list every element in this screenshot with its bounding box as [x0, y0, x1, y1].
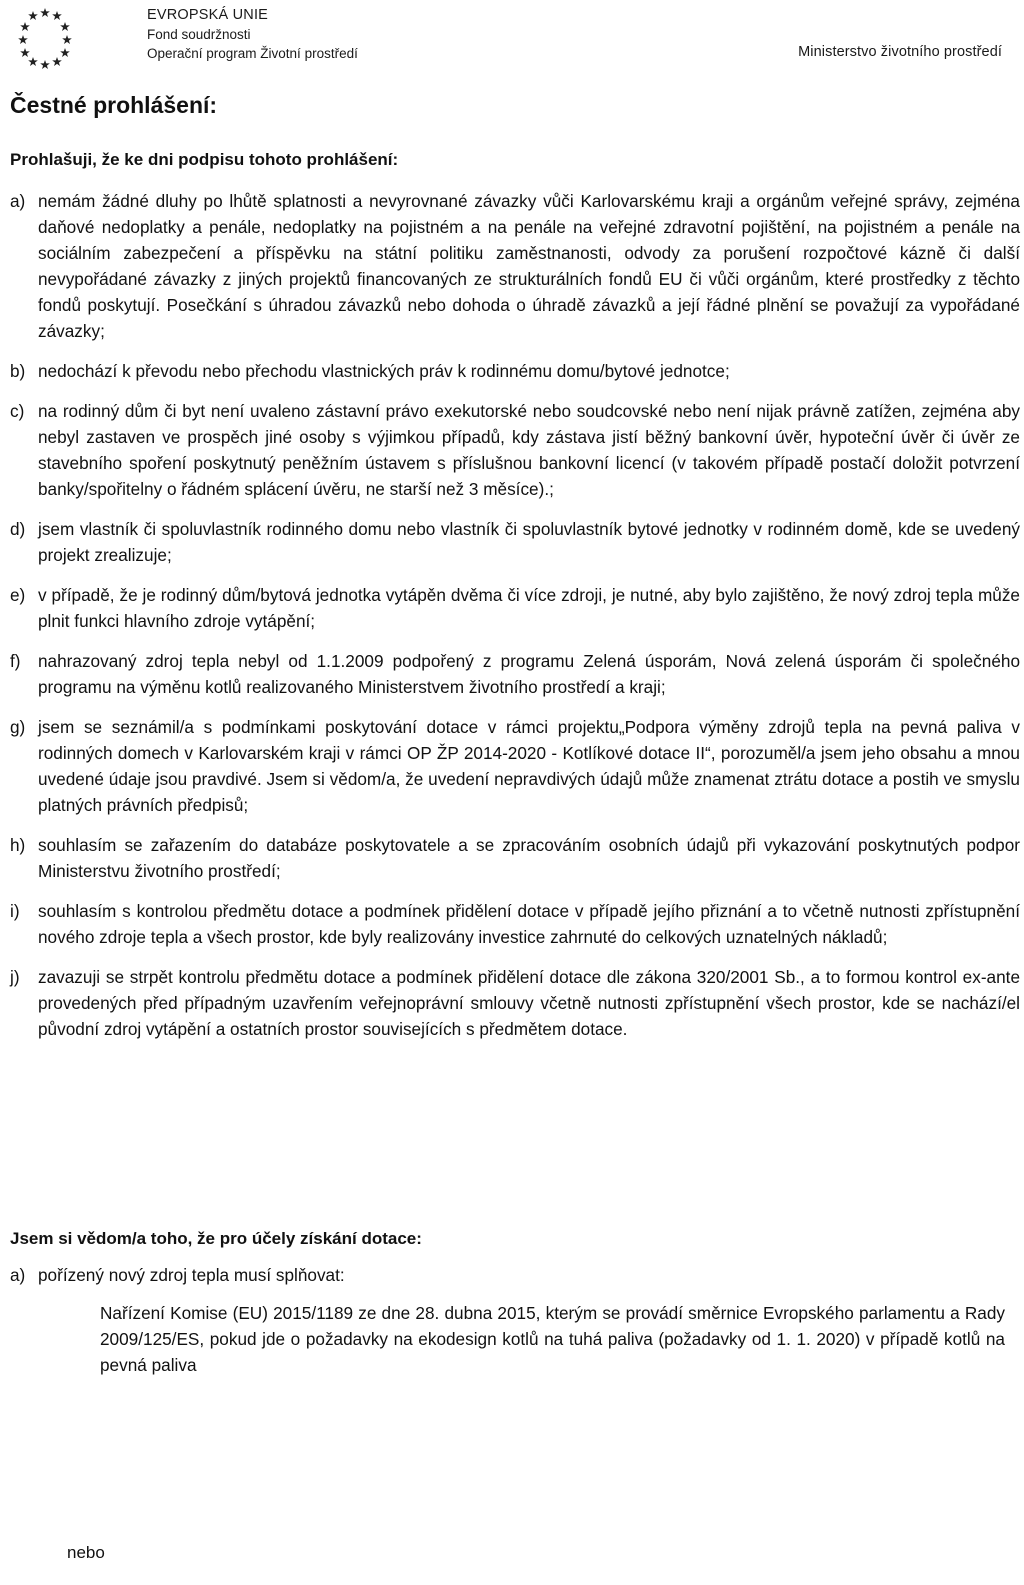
list-item-text: pořízený nový zdroj tepla musí splňovat:	[38, 1265, 345, 1285]
page-title: Čestné prohlášení:	[10, 92, 218, 118]
list-item	[10, 516, 1020, 568]
list-item-marker: a)	[10, 191, 26, 211]
list-item-text: v případě, že je rodinný dům/bytová jednotka vytápěn dvěma či více zdroji, je nutné, aby bylo zajištěno, že nový zdroj tepla může plnit funkci hlavního zdroje vytápění;	[38, 585, 1020, 631]
list-item-text: nedochází k převodu nebo přechodu vlastnických práv k rodinnému domu/bytové jednotce;	[38, 361, 730, 381]
list-item-text: jsem se seznámil/a s podmínkami poskytování dotace v rámci projektu„Podpora výměny zdrojů tepla na pevná paliva v rodinných domech v Karlovarském kraji v rámci OP ŽP 2014-2020 - Kotlíkové dotace II“, porozuměl/a jsem jeho obsahu a mnou uvedené údaje jsou pravdivé. Jsem si vědom/a, že uvedení nepravdivých údajů může znamenat ztrátu dotace a postih ve smyslu platných právních předpisů;	[38, 717, 1020, 815]
awareness-list	[10, 1262, 1020, 1302]
eu-flag-stars-icon	[6, 4, 96, 70]
list-item-marker: i)	[10, 901, 20, 921]
list-item-text: na rodinný dům či byt není uvaleno zástavní právo exekutorské nebo soudcovské nebo není nijak právně zatížen, zejména aby nebyl zastaven ve prospěch jiné osoby s výjimkou případů, kdy zástava jistí běžný bankovní úvěr, hypoteční úvěr či úvěr ze stavebního spoření poskytnutý peněžním ústavem s příslušnou bankovní licencí (v takovém případě postačí doložit potvrzení banky/spořitelny o řádném splácení úvěru, ne starší než 3 měsíce).;	[38, 401, 1020, 499]
list-item-marker: f)	[10, 651, 21, 671]
list-item-text: souhlasím se zařazením do databáze poskytovatele a se zpracováním osobních údajů při vykazování poskytnutých podpor Ministerstvu životního prostředí;	[38, 835, 1020, 881]
list-item-marker: g)	[10, 717, 26, 737]
list-item	[10, 1262, 1020, 1288]
list-item-marker: b)	[10, 361, 26, 381]
awareness-heading: Jsem si vědom/a toho, že pro účely získání dotace:	[10, 1229, 422, 1248]
list-item-marker: j)	[10, 967, 20, 987]
eu-programme-block	[147, 6, 358, 63]
document-header	[0, 0, 1024, 80]
declaration-intro: Prohlašuji, že ke dni podpisu tohoto prohlášení:	[10, 150, 399, 169]
list-item-text: nemám žádné dluhy po lhůtě splatnosti a nevyrovnané závazky vůči Karlovarskému kraji a orgánům veřejné správy, zejména daňové nedoplatky a penále, nedoplatky na pojistném a na penále na veřejné zdravotní pojištění, na pojistném a penále na sociálním zabezpečení a příspěvku na státní politiku zaměstnanosti, odvody za porušení rozpočtové kázně či další nevypořádané závazky z jiných projektů financovaných ze strukturálních fondů EU či vůči orgánům, které prostředky z těchto fondů poskytují. Posečkání s úhradou závazků nebo dohoda o úhradě závazků a její řádné plnění se považují za vypořádané závazky;	[38, 191, 1020, 341]
list-item	[10, 582, 1020, 634]
list-item	[10, 714, 1020, 818]
list-item	[10, 832, 1020, 884]
list-item-marker: h)	[10, 835, 26, 855]
list-item	[10, 358, 1020, 384]
list-item-text: jsem vlastník či spoluvlastník rodinného domu nebo vlastník či spoluvlastník bytové jednotky v rodinném domě, kde se uvedený projekt zrealizuje;	[38, 519, 1020, 565]
list-item-text: nahrazovaný zdroj tepla nebyl od 1.1.2009 podpořený z programu Zelená úsporám, Nová zelená úsporám či společného programu na výměnu kotlů realizovaného Ministerstvem životního prostředí a kraji;	[38, 651, 1020, 697]
list-item-text: zavazuji se strpět kontrolu předmětu dotace a podmínek přidělení dotace dle zákona 320/2001 Sb., a to formou kontrol ex-ante provedených před případným uzavřením veřejnoprávní smlouvy včetně nutnosti zpřístupnění všech prostor, kde se nachází/el původní zdroj vytápění a ostatních prostor souvisejících s předmětem dotace.	[38, 967, 1020, 1039]
or-connector: nebo	[67, 1543, 105, 1562]
list-item	[10, 964, 1020, 1042]
list-item-marker: d)	[10, 519, 26, 539]
list-item	[10, 398, 1020, 502]
list-item-marker: c)	[10, 401, 25, 421]
fund-name: Fond soudržnosti	[147, 27, 251, 42]
list-item	[10, 898, 1020, 950]
programme-name: Operační program Životní prostředí	[147, 46, 358, 61]
eu-name: EVROPSKÁ UNIE	[147, 7, 269, 23]
list-item	[10, 648, 1020, 700]
list-item	[10, 188, 1020, 344]
list-item-text: souhlasím s kontrolou předmětu dotace a podmínek přidělení dotace v případě jejího přiznání a to včetně nutnosti zpřístupnění nového zdroje tepla a všech prostor, kde byly realizovány investice zahrnuté do celkových uznatelných nákladů;	[38, 901, 1020, 947]
declaration-list	[10, 188, 1020, 1056]
ministry-name: Ministerstvo životního prostředí	[798, 44, 1002, 60]
list-item-marker: e)	[10, 585, 26, 605]
regulation-paragraph: Nařízení Komise (EU) 2015/1189 ze dne 28. dubna 2015, kterým se provádí směrnice Evropského parlamentu a Rady 2009/125/ES, pokud jde o požadavky na ekodesign kotlů na tuhá paliva (požadavky od 1. 1. 2020) v případě kotlů na pevná paliva	[100, 1303, 1005, 1375]
list-item-marker: a)	[10, 1265, 26, 1285]
